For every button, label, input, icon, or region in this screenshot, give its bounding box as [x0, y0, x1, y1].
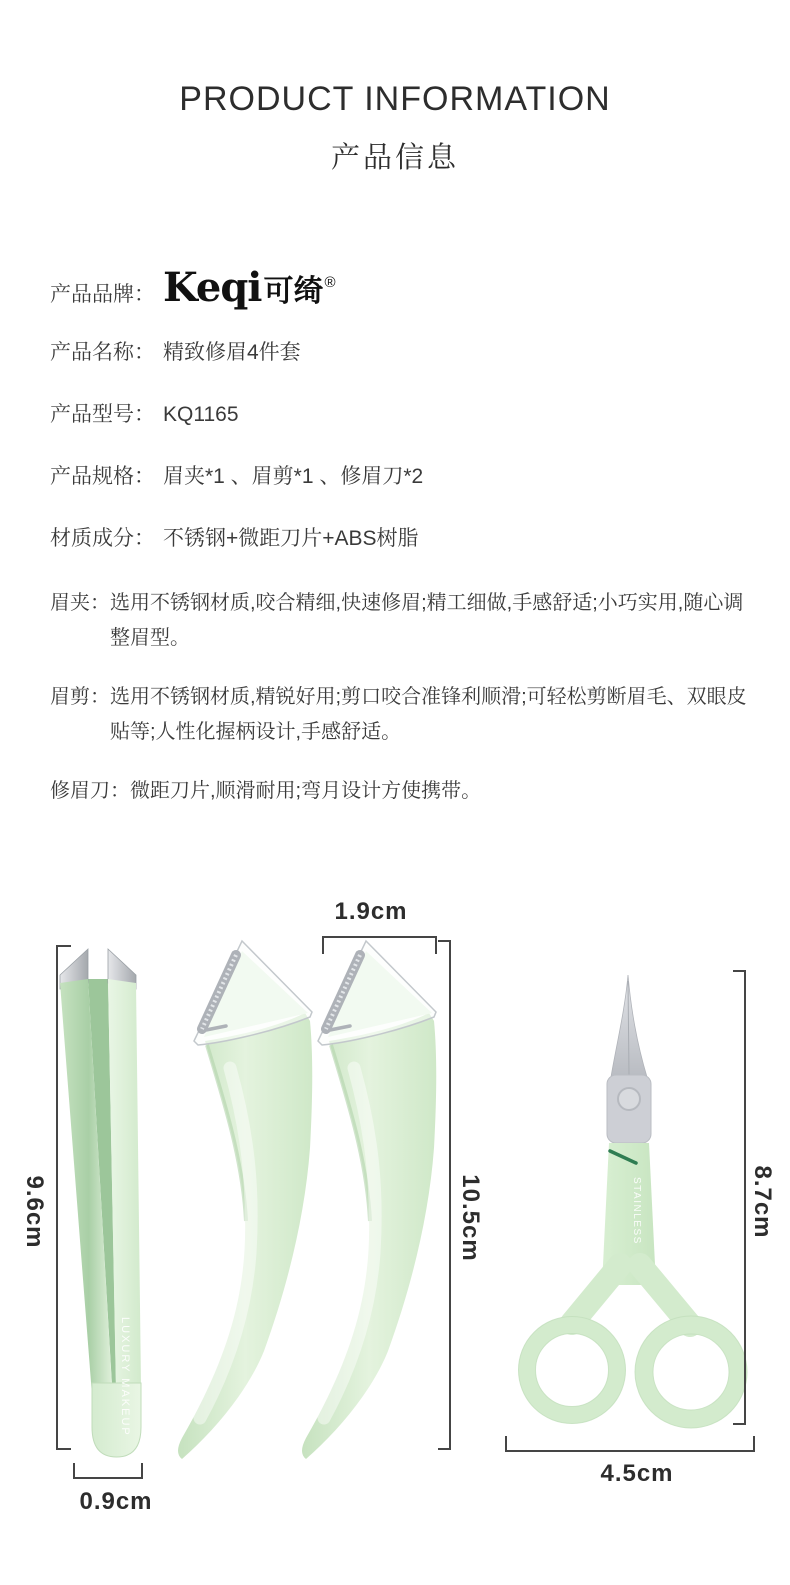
brand-logo-latin: Keqi [163, 264, 262, 311]
dim-label-razor-width: 1.9cm [334, 898, 408, 925]
page-header [0, 0, 790, 176]
tick [438, 940, 451, 942]
scissors-marking-text: STAINLESS [631, 1177, 642, 1245]
spec-row-model [50, 400, 750, 430]
scissors-handle-right-arm [640, 1265, 690, 1325]
spec-value-contents: 眉夹*1 、眉剪*1 、修眉刀*2 [163, 465, 424, 488]
tick [58, 1448, 71, 1450]
scissors-image [510, 965, 760, 1465]
scissors-pivot-screw [618, 1088, 640, 1110]
dim-label-tweezers-width: 0.9cm [79, 1488, 153, 1515]
product-display [0, 880, 790, 1585]
desc-label-scissors: 眉剪： [50, 686, 110, 708]
spec-label-brand: 产品品牌： [50, 283, 155, 306]
desc-razor [50, 774, 750, 809]
page-title-zh: 产品信息 [330, 142, 459, 174]
measure-line-scissors-length [744, 970, 746, 1425]
spec-row-contents [50, 462, 750, 492]
measure-line-tweezers-length [56, 945, 58, 1450]
brand-logo [163, 264, 336, 312]
dim-label-tweezers-length: 9.6cm [21, 1175, 48, 1249]
tweezers-base [92, 1383, 141, 1457]
razor-image-2 [302, 941, 436, 1459]
spec-value-material: 不锈钢+微距刀片+ABS树脂 [163, 527, 419, 550]
tick [58, 945, 71, 947]
measure-line-razor-width [322, 936, 437, 938]
spec-value-name: 精致修眉4件套 [163, 341, 301, 364]
tick [733, 970, 746, 972]
tweezers-image [48, 935, 148, 1465]
spec-list [50, 264, 750, 833]
scissors-ring-left-inner-outline [536, 1334, 609, 1407]
desc-text-tweezers: 选用不锈钢材质,咬合精细,快速修眉;精工细做,手感舒适;小巧实用,随心调整眉型。 [110, 592, 744, 649]
measure-line-razor-length [449, 940, 451, 1450]
measure-line-tweezers-width [73, 1477, 143, 1479]
spec-value-model: KQ1165 [163, 403, 239, 426]
desc-scissors [50, 680, 750, 750]
tick [505, 1436, 507, 1452]
page-title-en: PRODUCT INFORMATION [179, 80, 611, 118]
desc-tweezers [50, 586, 750, 656]
spec-row-name [50, 338, 750, 368]
scissors-ring-right-inner-outline [653, 1334, 729, 1410]
tick [141, 1463, 143, 1479]
dim-label-scissors-width: 4.5cm [600, 1460, 674, 1487]
desc-label-razor: 修眉刀： [50, 780, 130, 802]
spec-label-model: 产品型号： [50, 403, 155, 426]
dim-label-scissors-length: 8.7cm [749, 1165, 776, 1239]
spec-label-name: 产品名称： [50, 341, 155, 364]
tick [753, 1436, 755, 1452]
tick [435, 938, 437, 954]
scissors-ring-left [527, 1325, 617, 1415]
razor-image-1 [178, 941, 312, 1459]
spec-row-brand [50, 264, 750, 312]
tweezers-marking-text: LUXURY MAKEUP [119, 1317, 131, 1437]
spec-row-material [50, 524, 750, 554]
desc-text-razor: 微距刀片,顺滑耐用;弯月设计方使携带。 [130, 780, 482, 802]
desc-label-tweezers: 眉夹： [50, 592, 110, 614]
tick [733, 1423, 746, 1425]
brand-logo-zh: 可绮 [263, 275, 324, 308]
measure-line-scissors-width [505, 1450, 755, 1452]
razor-images [150, 933, 450, 1473]
spec-label-contents: 产品规格： [50, 465, 155, 488]
brand-registered-mark: ® [324, 274, 336, 291]
scissors-handle-left-arm [572, 1265, 620, 1323]
desc-text-scissors: 选用不锈钢材质,精锐好用;剪口咬合准锋利顺滑;可轻松剪断眉毛、双眼皮贴等;人性化握柄设计,手感舒适。 [110, 686, 747, 743]
dim-label-razor-length: 10.5cm [457, 1174, 484, 1262]
spec-label-material: 材质成分： [50, 527, 155, 550]
tick [322, 938, 324, 954]
tick [73, 1463, 75, 1479]
tick [438, 1448, 451, 1450]
scissors-ring-right [644, 1325, 738, 1419]
